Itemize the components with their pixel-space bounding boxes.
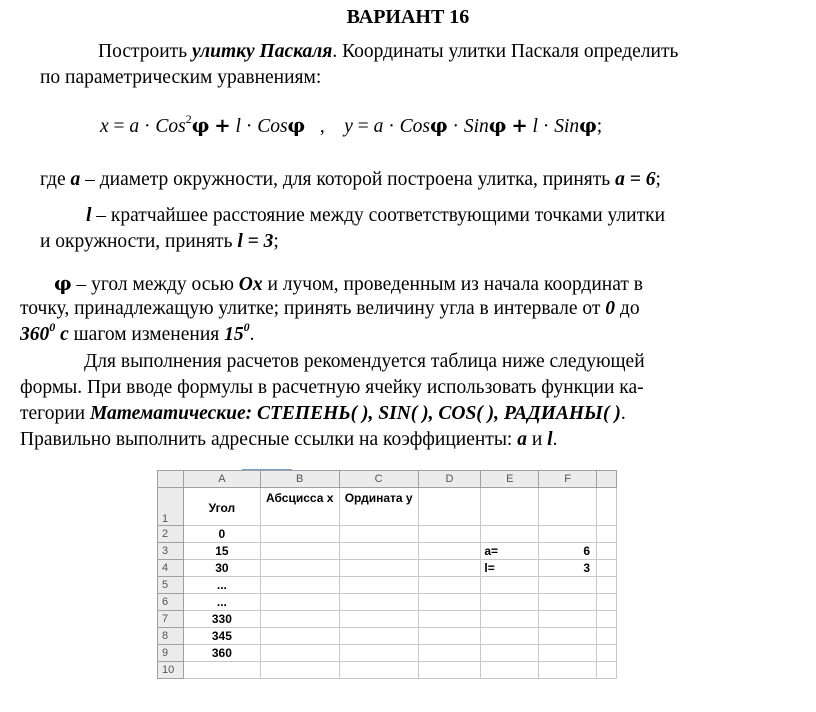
where-text: ;: [273, 231, 279, 252]
cell[interactable]: [539, 488, 597, 526]
table-row: [158, 662, 617, 679]
table-row: [158, 543, 617, 560]
angle-cell[interactable]: 330: [183, 611, 260, 628]
table-row: [158, 611, 617, 628]
cell[interactable]: [260, 645, 339, 662]
formula-plus: +: [511, 114, 528, 137]
formula-a: a: [373, 116, 384, 137]
calc-text: Правильно выполнить адресные ссылки на коэффициенты:: [20, 429, 518, 450]
cell[interactable]: [339, 611, 418, 628]
where-text: и окружности, принять: [40, 231, 238, 252]
calc-text: и: [526, 429, 548, 450]
cell[interactable]: [539, 611, 597, 628]
angle-cell[interactable]: 15: [183, 543, 260, 560]
cell[interactable]: [260, 611, 339, 628]
cell[interactable]: [539, 628, 597, 645]
cell[interactable]: [339, 577, 418, 594]
header-ordinate[interactable]: Ордината y: [339, 488, 418, 526]
formula-dot: ·: [144, 116, 151, 137]
cell[interactable]: [481, 662, 539, 679]
cell[interactable]: [339, 645, 418, 662]
calc-text: .: [620, 403, 626, 424]
row-header[interactable]: 10: [158, 662, 184, 679]
cell[interactable]: [597, 526, 617, 543]
param-l-value[interactable]: 3: [539, 560, 597, 577]
cell[interactable]: [597, 611, 617, 628]
cell[interactable]: [539, 662, 597, 679]
cell[interactable]: [418, 662, 481, 679]
cell[interactable]: [539, 526, 597, 543]
cell[interactable]: [481, 645, 539, 662]
formula-eq: =: [113, 116, 125, 137]
cell[interactable]: [597, 628, 617, 645]
calc-var: a: [517, 429, 527, 450]
cell[interactable]: [418, 488, 481, 526]
cell[interactable]: [597, 577, 617, 594]
calc-text: .: [552, 429, 558, 450]
where-var: a: [70, 169, 81, 190]
formula-dot: ·: [542, 116, 550, 137]
cell[interactable]: [418, 645, 481, 662]
calc-functions: Математические: СТЕПЕНЬ( ), SIN( ), COS( ), РАДИАНЫ( ): [89, 403, 621, 424]
table-row: [158, 577, 617, 594]
formula-cos: Cos: [155, 116, 186, 137]
formula-x: x: [100, 116, 109, 137]
cell[interactable]: [339, 628, 418, 645]
row-header[interactable]: 1: [158, 488, 184, 526]
formula-sep: ,: [319, 116, 325, 137]
calc-line-3: [20, 402, 626, 426]
formula-a: a: [129, 116, 140, 137]
angle-cell[interactable]: 360: [183, 645, 260, 662]
cell[interactable]: [260, 577, 339, 594]
param-a-label[interactable]: a=: [481, 543, 539, 560]
where-a-line: [40, 168, 661, 192]
where-phi-line-1: [54, 272, 643, 297]
cell[interactable]: [481, 611, 539, 628]
table-row: [158, 560, 617, 577]
column-header-c[interactable]: C: [339, 471, 418, 488]
cell[interactable]: [339, 526, 418, 543]
calc-text: тегории: [20, 403, 90, 424]
column-header-f[interactable]: F: [539, 471, 597, 488]
cell[interactable]: [339, 594, 418, 611]
cell[interactable]: [418, 560, 481, 577]
row-header[interactable]: 9: [158, 645, 184, 662]
intro-text-cont: . Координаты улитки Паскаля определить: [332, 41, 679, 62]
row-header[interactable]: 5: [158, 577, 184, 594]
cell[interactable]: [481, 594, 539, 611]
formula-dot: ·: [388, 116, 395, 137]
where-l-line-2: [40, 230, 279, 254]
cell[interactable]: [339, 560, 418, 577]
where-text: .: [249, 324, 255, 345]
formula-phi: φ: [191, 114, 210, 137]
angle-cell[interactable]: ...: [183, 577, 260, 594]
cell[interactable]: [418, 577, 481, 594]
formula-y: y: [344, 116, 353, 137]
table-row: [158, 488, 617, 526]
table-row: [158, 645, 617, 662]
column-header-d[interactable]: D: [418, 471, 481, 488]
column-header-a[interactable]: A: [183, 471, 260, 488]
where-value: 360: [20, 324, 50, 345]
formula-l: l: [235, 116, 241, 137]
table-row: [158, 594, 617, 611]
formula-dot: ·: [452, 116, 459, 137]
cell[interactable]: [597, 594, 617, 611]
formula-phi: φ: [429, 114, 448, 137]
where-text: точку, принадлежащую улитке; принять величину угла в интервале от: [20, 298, 606, 319]
column-header-e[interactable]: E: [481, 471, 539, 488]
row-header[interactable]: 6: [158, 594, 184, 611]
cell[interactable]: [597, 662, 617, 679]
where-value: a = 6: [615, 169, 656, 190]
where-value: 0: [605, 298, 616, 319]
formula-dot: ·: [245, 116, 253, 137]
where-var: Ox: [238, 274, 263, 295]
param-a-value[interactable]: 6: [539, 543, 597, 560]
where-text: и лучом, проведенным из начала координат в: [262, 274, 643, 295]
angle-cell[interactable]: ...: [183, 594, 260, 611]
where-text: – угол между осью: [71, 274, 239, 295]
where-var: l: [86, 205, 92, 226]
row-header[interactable]: 7: [158, 611, 184, 628]
cell[interactable]: [481, 526, 539, 543]
angle-cell[interactable]: [183, 662, 260, 679]
intro-bold-term: улитку Паскаля: [191, 41, 333, 62]
formula-sin: Sin: [554, 116, 580, 137]
formula-end: ;: [596, 116, 603, 137]
row-header[interactable]: 4: [158, 560, 184, 577]
angle-cell[interactable]: 30: [183, 560, 260, 577]
where-text: до: [615, 298, 640, 319]
calc-line-1: Для выполнения расчетов рекомендуется таблица ниже следующей: [84, 351, 645, 372]
cell[interactable]: [597, 645, 617, 662]
formula-exp: 2: [185, 112, 192, 126]
cell[interactable]: [539, 577, 597, 594]
cell[interactable]: [418, 611, 481, 628]
where-sup: 0: [243, 320, 250, 334]
where-text: ;: [655, 169, 661, 190]
where-text: – диаметр окружности, для которой построена улитка, принять: [80, 169, 616, 190]
intro-line-1: [98, 40, 678, 64]
formula-cos: Cos: [399, 116, 430, 137]
where-text: шагом изменения: [68, 324, 225, 345]
angle-cell[interactable]: 345: [183, 628, 260, 645]
cell[interactable]: [539, 594, 597, 611]
formula-l: l: [532, 116, 538, 137]
formula-sin: Sin: [463, 116, 489, 137]
formula-cos: Cos: [257, 116, 288, 137]
row-header[interactable]: 2: [158, 526, 184, 543]
formula-phi: φ: [287, 114, 306, 137]
cell[interactable]: [260, 560, 339, 577]
cell[interactable]: [418, 628, 481, 645]
row-header[interactable]: 8: [158, 628, 184, 645]
cell[interactable]: [597, 488, 617, 526]
spreadsheet: [157, 470, 617, 690]
cell[interactable]: [260, 543, 339, 560]
cell[interactable]: [339, 543, 418, 560]
row-header[interactable]: 3: [158, 543, 184, 560]
table-row: [158, 526, 617, 543]
column-header-b[interactable]: B: [260, 471, 339, 488]
cell[interactable]: [597, 560, 617, 577]
cell[interactable]: [260, 594, 339, 611]
header-angle[interactable]: Угол: [183, 488, 260, 526]
formula-eq: =: [357, 116, 369, 137]
calc-line-2: формы. При вводе формулы в расчетную ячейку использовать функции ка-: [20, 377, 644, 398]
cell[interactable]: [481, 577, 539, 594]
calc-line-4: [20, 428, 557, 452]
where-text: – кратчайшее расстояние между соответствующими точками улитки: [91, 205, 666, 226]
parametric-formula: [100, 114, 602, 138]
cell[interactable]: [418, 526, 481, 543]
cell[interactable]: [597, 543, 617, 560]
intro-line-2: по параметрическим уравнениям:: [40, 67, 322, 88]
angle-cell[interactable]: 0: [183, 526, 260, 543]
where-value: l = 3: [237, 231, 274, 252]
cell[interactable]: [260, 526, 339, 543]
column-header-row: [158, 471, 617, 488]
intro-text: Построить: [98, 41, 192, 62]
cell[interactable]: [418, 594, 481, 611]
where-phi-line-3: [20, 320, 255, 347]
where-phi-line-2: [20, 297, 640, 321]
column-header-g[interactable]: [597, 471, 617, 488]
cell[interactable]: [339, 662, 418, 679]
cell[interactable]: [260, 662, 339, 679]
cell[interactable]: [481, 628, 539, 645]
where-l-line-1: [86, 204, 665, 228]
formula-phi: φ: [579, 114, 597, 137]
where-value: 15: [224, 324, 244, 345]
cell[interactable]: [418, 543, 481, 560]
calc-var: l: [547, 429, 553, 450]
where-var: φ: [54, 272, 72, 295]
corner-cell[interactable]: [158, 471, 184, 488]
where-var: с: [55, 324, 69, 345]
formula-plus: +: [214, 114, 231, 137]
table-row: [158, 628, 617, 645]
cell[interactable]: [481, 488, 539, 526]
where-sup: 0: [49, 320, 56, 334]
where-text: где: [40, 169, 71, 190]
cell[interactable]: [539, 645, 597, 662]
page-title: ВАРИАНТ 16: [346, 6, 470, 28]
header-abscissa[interactable]: Абсцисса x: [260, 488, 339, 526]
param-l-label[interactable]: l=: [481, 560, 539, 577]
cell[interactable]: [260, 628, 339, 645]
formula-phi: φ: [488, 114, 507, 137]
